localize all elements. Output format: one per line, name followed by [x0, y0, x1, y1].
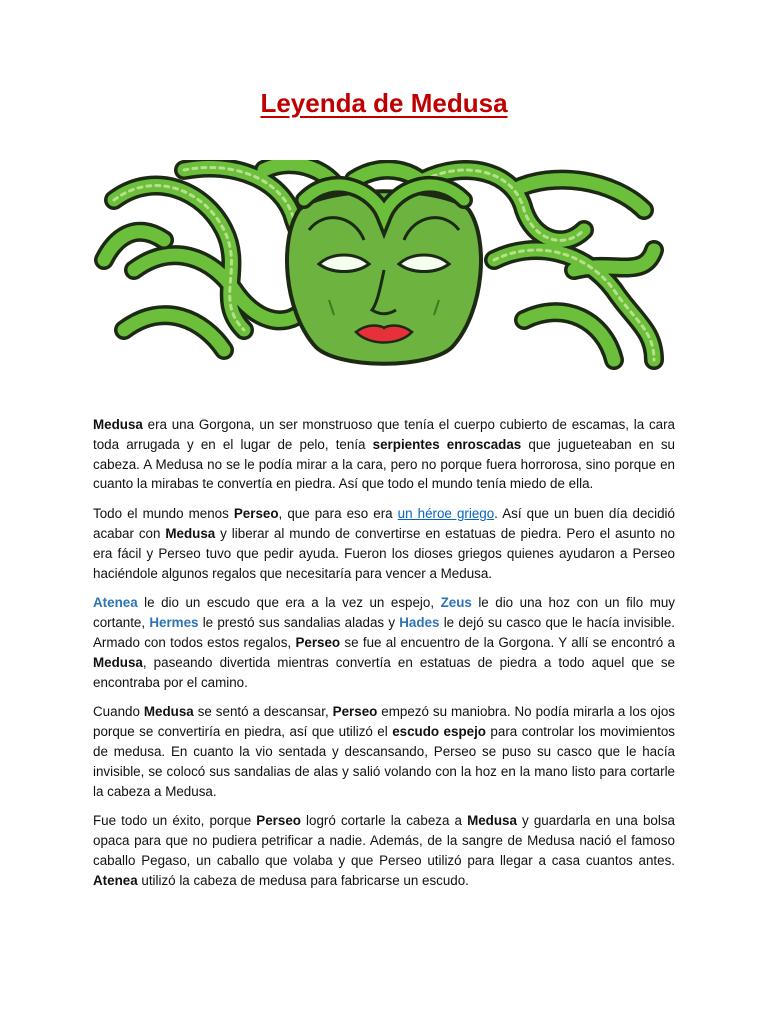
text-run: Fue todo un éxito, porque [93, 813, 257, 829]
bold-term: Medusa [143, 704, 194, 720]
bold-term: serpientes enroscadas [372, 436, 522, 452]
text-run: . Así que un buen día decidió acabar con [93, 506, 675, 541]
paragraph [93, 593, 675, 692]
bold-term: Atenea [93, 872, 138, 888]
bold-term: Perseo [233, 506, 279, 522]
god-name: Atenea [93, 595, 138, 611]
text-run: le dio una hoz con un filo muy cortante, [93, 595, 675, 631]
bold-term: Medusa [93, 417, 143, 432]
bold-term: Perseo [295, 634, 341, 650]
text-run: le prestó sus sandalias aladas y [198, 615, 400, 631]
bold-term: Perseo [256, 813, 301, 829]
text-run: logró cortarle la cabeza a [300, 813, 468, 829]
text-run: se sentó a descansar, [193, 704, 333, 720]
text-run: era una Gorgona, un ser monstruoso que tenía el cuerpo cubierto de escamas, la cara toda arrugada y en el lugar de pelo, tenía [93, 417, 675, 452]
god-name: Hades [399, 615, 440, 631]
god-name: Hermes [149, 615, 199, 631]
text-run: , paseando divertida mientras convertía en estatuas de piedra a todo aquel que se encontraba por el camino. [93, 654, 675, 690]
text-run: que jugueteaban en su cabeza. A Medusa no se le podía mirar a la cara, pero no porque fuera horrorosa, sino porque en cuanto la mirabas te convertía en piedra. Así que todo el mundo tenía miedo de ella. [93, 436, 676, 492]
paragraph [93, 702, 675, 801]
text-run: le dejó su casco que le hacía invisible. Armado con todos estos regalos, [93, 615, 675, 650]
medusa-illustration [94, 160, 668, 380]
paragraph [93, 415, 675, 494]
page-title: Leyenda de Medusa [260, 88, 508, 118]
god-name: Zeus [440, 595, 472, 611]
text-run: Todo el mundo menos [93, 506, 234, 522]
story-text [93, 415, 675, 901]
bold-term: Perseo [332, 704, 378, 720]
bold-term: escudo espejo [392, 724, 486, 740]
bold-term: Medusa [93, 654, 143, 670]
heroe-griego-link[interactable]: un héroe griego [397, 506, 495, 522]
paragraph [93, 811, 675, 890]
text-run: y guardarla en una bolsa opaca para que no pudiera petrificar a nadie. Además, de la sangre de Medusa nació el famoso caballo Pegaso, un caballo que volaba y que Perseo utilizó para llegar a casa cuantos antes. [93, 813, 675, 868]
bold-term: Medusa [165, 525, 216, 541]
paragraph [93, 504, 675, 583]
bold-term: Medusa [467, 813, 517, 829]
medusa-icon [94, 160, 668, 380]
text-run: para controlar los movimientos de medusa. En cuanto la vio sentada y descansando, Perseo se puso su casco que le hacía invisible, se colocó sus sandalias de alas y salió volando con la hoz en la mano listo para cortarle la cabeza a Medusa. [93, 724, 675, 799]
text-run: y liberar al mundo de convertirse en estatuas de piedra. Pero el asunto no era fácil y Perseo tuvo que pedir ayuda. Fueron los dioses griegos quienes ayudaron a Perseo haciéndole algunos regalos que necesitaría para vencer a Medusa. [93, 525, 675, 581]
text-run: Cuando [93, 704, 144, 720]
text-run: empezó su maniobra. No podía mirarla a los ojos porque se convertiría en piedra, así que utilizó el [93, 704, 675, 740]
text-run: le dio un escudo que era a la vez un espejo, [137, 595, 441, 611]
text-run: , que para eso era [278, 506, 398, 522]
text-run: utilizó la cabeza de medusa para fabricarse un escudo. [137, 872, 469, 888]
text-run: se fue al encuentro de la Gorgona. Y allí se encontró a [340, 634, 675, 650]
